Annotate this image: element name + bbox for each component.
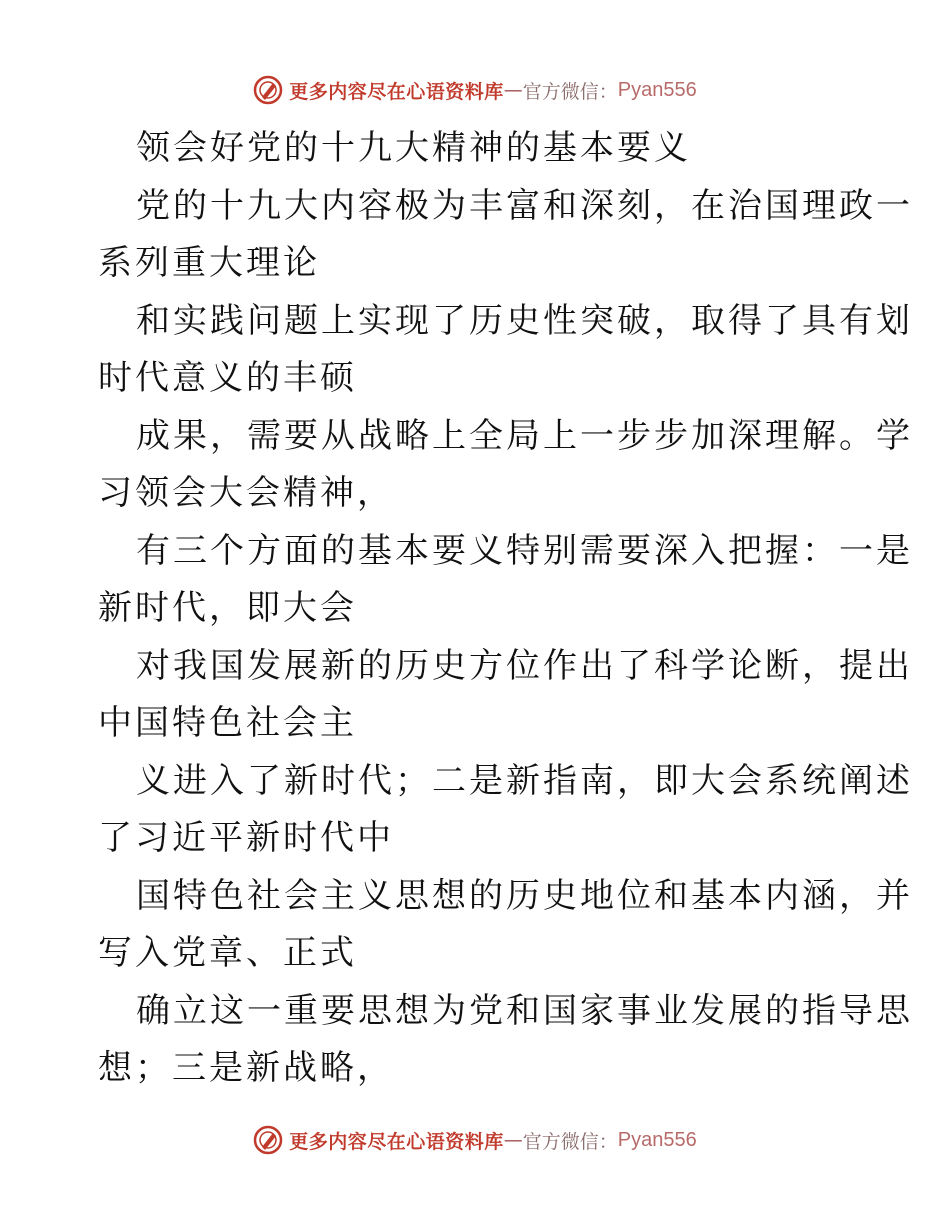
pen-circle-logo-icon <box>253 1125 283 1155</box>
banner-separator: — <box>503 79 523 101</box>
banner-wechat-id: Pyan556 <box>617 1128 697 1151</box>
text-line: 有三个方面的基本要义特别需要深入把握：一是 <box>136 530 913 571</box>
text-line: 确立这一重要思想为党和国家事业发展的指导思 <box>136 990 913 1031</box>
text-line: 系列重大理论 <box>98 243 320 283</box>
text-line: 中国特色社会主 <box>98 703 357 743</box>
text-line: 写入党章、正式 <box>98 933 357 973</box>
document-title: 领会好党的十九大精神的基本要义 <box>136 128 691 168</box>
banner-source-text: 更多内容尽在心语资料库 <box>289 80 504 103</box>
pen-circle-logo-icon <box>253 75 283 105</box>
text-line: 习领会大会精神， <box>98 473 394 513</box>
text-line: 想；三是新战略， <box>98 1048 394 1088</box>
text-line: 义进入了新时代；二是新指南，即大会系统阐述 <box>136 760 913 801</box>
document-body <box>98 120 913 1098</box>
text-line: 成果，需要从战略上全局上一步步加深理解。学 <box>136 415 913 456</box>
text-line: 对我国发展新的历史方位作出了科学论断，提出 <box>136 645 913 686</box>
text-line: 党的十九大内容极为丰富和深刻，在治国理政一 <box>136 185 913 226</box>
banner-wechat-label: 官方微信： <box>522 1130 618 1153</box>
text-line: 了习近平新时代中 <box>98 818 394 858</box>
banner-wechat-label: 官方微信： <box>522 80 618 103</box>
text-line: 国特色社会主义思想的历史地位和基本内涵，并 <box>136 875 913 916</box>
text-line: 和实践问题上实现了历史性突破，取得了具有划 <box>136 300 913 341</box>
banner-separator: — <box>503 1129 523 1151</box>
footer-banner <box>0 1122 950 1158</box>
text-line: 新时代，即大会 <box>98 588 357 628</box>
header-banner <box>0 72 950 108</box>
banner-wechat-id: Pyan556 <box>617 78 697 101</box>
banner-source-text: 更多内容尽在心语资料库 <box>289 1130 504 1153</box>
text-line: 时代意义的丰硕 <box>98 358 357 398</box>
